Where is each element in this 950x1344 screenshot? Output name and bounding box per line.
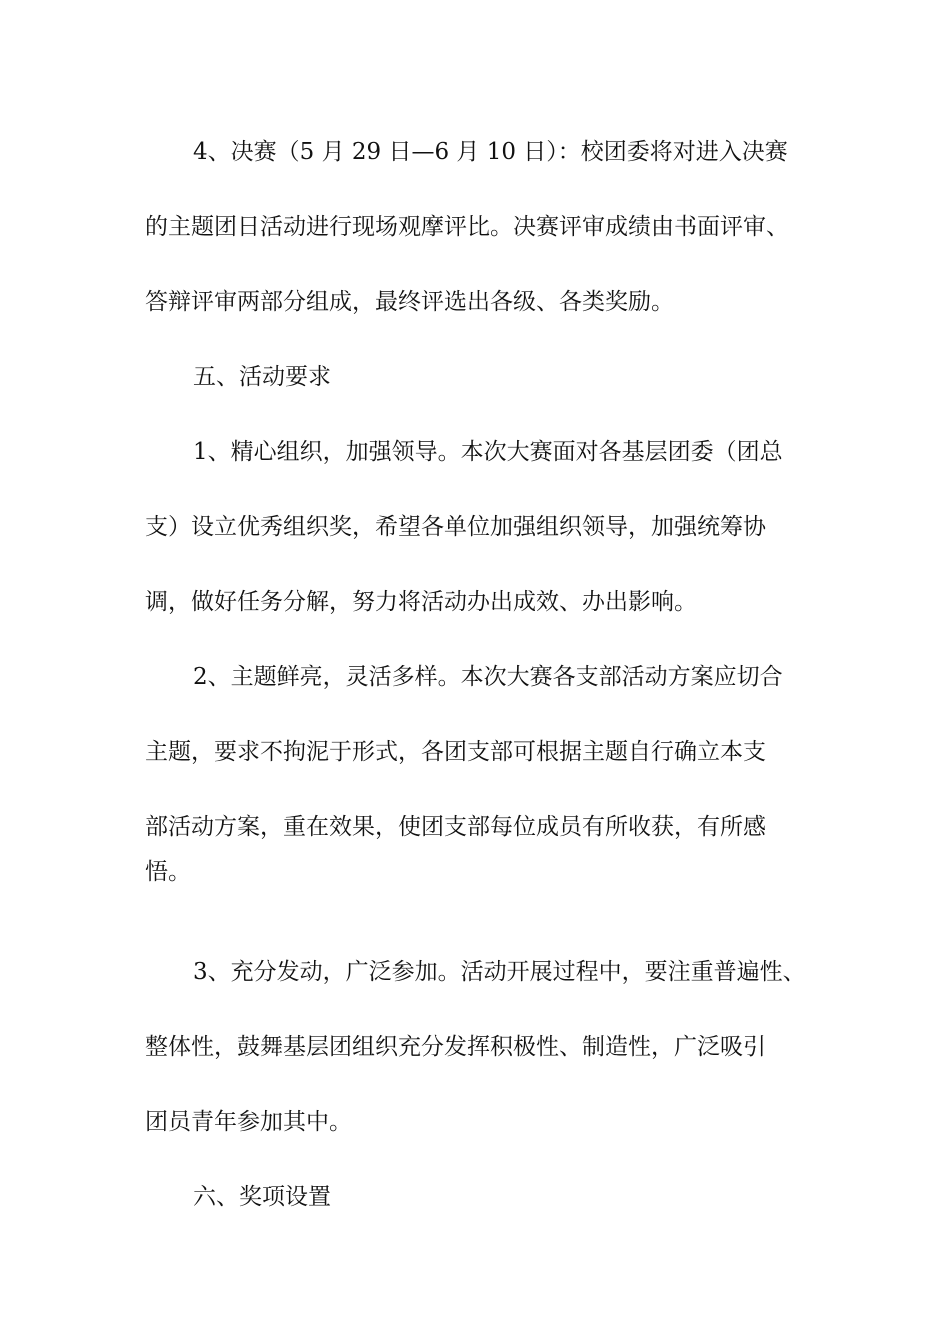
text-line: 2、主题鲜亮，灵活多样。本次大赛各支部活动方案应切合 xyxy=(193,664,783,690)
heading-text: 五、活动要求 xyxy=(193,364,331,390)
text-line: 的主题团日活动进行现场观摩评比。决赛评审成绩由书面评审、 xyxy=(145,214,789,240)
text-line: 调，做好任务分解，努力将活动办出成效、办出影响。 xyxy=(145,589,697,615)
text-line: 1、精心组织，加强领导。本次大赛面对各基层团委（团总 xyxy=(193,439,783,465)
text-line: 答辩评审两部分组成，最终评选出各级、各类奖励。 xyxy=(145,289,674,315)
text-line: 3、充分发动，广泛参加。活动开展过程中，要注重普遍性、 xyxy=(193,959,806,985)
text-line: 主题，要求不拘泥于形式，各团支部可根据主题自行确立本支 xyxy=(145,739,766,765)
text-line: 4、决赛（5 月 29 日—6 月 10 日）：校团委将对进入决赛 xyxy=(193,139,788,165)
text-line: 部活动方案，重在效果，使团支部每位成员有所收获，有所感 xyxy=(145,814,766,840)
heading-text: 六、奖项设置 xyxy=(193,1184,331,1210)
text-line: 团员青年参加其中。 xyxy=(145,1109,352,1135)
text-line: 支）设立优秀组织奖，希望各单位加强组织领导，加强统筹协 xyxy=(145,514,766,540)
text-line: 整体性，鼓舞基层团组织充分发挥积极性、制造性，广泛吸引 xyxy=(145,1034,766,1060)
text-line: 悟。 xyxy=(145,859,191,885)
